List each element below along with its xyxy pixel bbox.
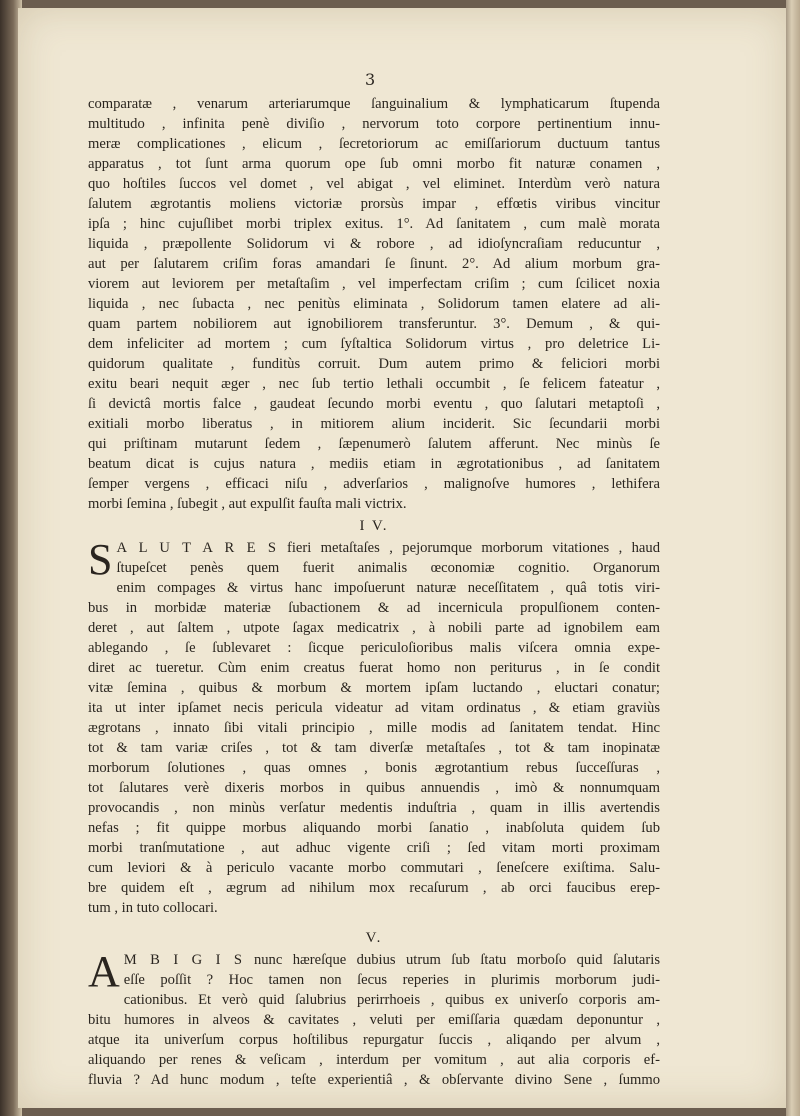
paragraph-line xyxy=(116,538,660,558)
paragraph-line: beatum dicat is cujus natura , mediis etiam in ægrotationibus , ad ſanitatem xyxy=(88,456,660,472)
paragraph-line: vitæ ſemina , quibus & morbum & mortem ipſam luctando , eluctari conatur; xyxy=(88,680,660,696)
paragraph-line: ipſa ; hinc cujuſlibet morbi triplex exitus. 1°. Ad ſanitatem , cum malè morata xyxy=(88,216,660,232)
paragraph-block xyxy=(88,94,660,514)
drop-cap-letter: S xyxy=(88,535,113,584)
section-heading-v: V. xyxy=(365,930,383,946)
paragraph-line: dem infeliciter ad mortem ; cum ſyſtaltica Solidorum virtus , pro deletrice Li- xyxy=(88,336,660,352)
page-number: 3 xyxy=(365,70,376,89)
paragraph-line: diret ac tueretur. Cùm enim creatus fuerat homo non periturus , in ſe condit xyxy=(88,660,660,676)
paragraph-line: tum , in tuto collocari. xyxy=(88,900,218,916)
paragraph-line: ſalutem ægrotantis moliens victoriæ prorsùs impar , effœtis viribus vincitur xyxy=(88,196,660,212)
line-text: nunc hæreſque dubius utrum ſub ſtatu morboſo quid ſalutaris xyxy=(243,952,660,968)
paragraph-line: bre quidem eſt , ægrum ad nihilum mox recaſurum , ab orci faucibus erep- xyxy=(88,880,660,896)
section-heading-iv: I V. xyxy=(359,518,389,534)
paragraph-line: liquida , præpollente Solidorum vi & robore , ad idioſyncraſiam reducuntur , xyxy=(88,236,660,252)
paragraph-line: meræ complicationes , elicum , ſecretoriorum ac emiſſariorum ductuum tantus xyxy=(88,136,660,152)
paragraph-line: multitudo , infinita penè diviſio , nervorum toto corpore pertinentium innu- xyxy=(88,116,660,132)
paragraph-line: qui priſtinam mutarunt ſedem , ſæpenumerò ſalutem afferunt. Nec minùs ſe xyxy=(88,436,660,452)
paragraph-line: deret , aut ſaltem , utpote ſagax medicatrix , à nobili parte ad ignobilem eam xyxy=(88,620,660,636)
paragraph-block xyxy=(88,535,660,918)
lead-words: A L U T A R E S xyxy=(116,540,278,556)
paragraph-line xyxy=(124,950,660,970)
paragraph-line: ægrotans , innato ſibi vitali principio , mille modis ad ſanitatem tendat. Hinc xyxy=(88,720,660,736)
paragraph-line: enim compages & virtus hanc impoſuerunt naturæ neceſſitatem , quâ totis viri- xyxy=(116,580,660,596)
paragraph-line: nefas ; fit quippe morbus aliquando morbi ſanatio , inabſoluta quidem ſub xyxy=(88,820,660,836)
paragraph-line: fluvia ? Ad hunc modum , teſte experientiâ , & obſervante divino Sene , ſummo xyxy=(88,1072,660,1088)
paragraph-line: morbi ſemina , ſubegit , aut expulſit fauſta mali victrix. xyxy=(88,496,407,512)
paragraph-line: cationibus. Et verò quid ſalubrius perirrhoeis , quibus ex univerſo corporis am- xyxy=(123,992,660,1008)
paragraph-line: aut per ſalutarem criſim foras amandari ſe ſinunt. 2°. Ad alium morbum gra- xyxy=(88,256,660,272)
paragraph-line: cum leviori & à periculo vacante morbo commutari , ſeneſcere exiſtima. Salu- xyxy=(88,860,660,876)
line-text: fieri metaſtaſes , pejorumque morborum vitationes , haud xyxy=(277,540,660,556)
paragraph-line: ablegando , ſe ſublevaret : ſicque periculoſioribus malis viſcera omnia expe- xyxy=(88,640,660,656)
paragraph-line: apparatus , tot ſunt arma quorum ope ſub omni morbo fit naturæ conamen , xyxy=(88,156,660,172)
paragraph-line: exitiali morbo liberatus , in mitiorem alium inciderit. Sic ſecundarii morbi xyxy=(88,416,660,432)
lead-words: M B I G I S xyxy=(123,952,244,968)
paragraph-line: tot ſalutares verè dixeris morbos in quibus annuendis , imò & nonnumquam xyxy=(88,780,660,796)
paragraph-line: quam partem nobiliorem aut ignobiliorem transferuntur. 3°. Demum , & qui- xyxy=(88,316,660,332)
paragraph-line: ſtupeſcet penès quem fuerit animalis œconomiæ cognitio. Organorum xyxy=(116,560,660,576)
paragraph-line: aliquando per renes & veſicam , interdum per vomitum , aut alia corporis ef- xyxy=(88,1052,660,1068)
paragraph-block xyxy=(88,947,660,1090)
paragraph-lines xyxy=(88,990,660,1090)
paragraph-line: liquida , nec ſubacta , nec penitùs eliminata , Solidorum tamen elatere ad ali- xyxy=(88,296,660,312)
paragraph-line: exitu beari nequit æger , nec ſub tertio lethali occumbit , ſe felicem fateatur , xyxy=(88,376,660,392)
paragraph-line: ſemper vergens , efficaci niſu , adverſarios , malignoſve humores , lethifera xyxy=(88,476,660,492)
paragraph-line: ſi devictâ mortis falce , gaudeat ſecundo morbi eventu , quo ſalutari metaptoſi , xyxy=(88,396,660,412)
paragraph-line: quo hoſtiles ſuccos vel domet , vel abigat , vel eliminet. Interdùm verò natura xyxy=(88,176,660,192)
paragraph-line: eſſe poſſit ? Hoc tamen non ſecus reperies in plurimis morborum judi- xyxy=(123,972,660,988)
paragraph-line: comparatæ , venarum arteriarumque ſanguinalium & lymphaticarum ſtupenda xyxy=(88,96,660,112)
paragraph-line: morborum ſolutiones , quas omnes , bonis ægrotantium rebus ſucceſſuras , xyxy=(88,760,660,776)
paragraph-line: provocandis , non minùs verſatur medentis induſtria , quam in illis avertendis xyxy=(88,800,660,816)
paragraph-line: morbi tranſmutatione , aut adhuc vigente criſi ; ſed vitam morti proximam xyxy=(88,840,660,856)
drop-cap-letter: A xyxy=(88,947,120,996)
paragraph-line: viorem aut leviorem per metaſtaſim , vel imperfectam criſim ; cum ſcilicet noxia xyxy=(88,276,660,292)
paragraph-line: ita ut inter ipſamet necis pericula videatur ad vitam ordinatus , & etiam graviùs xyxy=(88,700,660,716)
paragraph-line: tot & tam variæ criſes , tot & tam diverſæ metaſtaſes , tot & tam inopinatæ xyxy=(88,740,660,756)
page-edge-stack xyxy=(786,0,800,1116)
page-text xyxy=(88,94,660,1090)
spacer xyxy=(88,918,660,926)
paragraph-line: atque ita univerſum corpus hoſtilibus repurgatur ſuccis , aliqando per alvum , xyxy=(88,1032,660,1048)
paragraph-lines xyxy=(88,578,660,918)
paragraph-line: bitu humores in alveos & cavitates , veluti per emiſſaria quædam deponuntur , xyxy=(88,1012,660,1028)
paragraph-line: bus in morbidæ materiæ ſubactionem & ad incernicula propulſionem conten- xyxy=(88,600,660,616)
paragraph-line: quidorum qualitate , funditùs corruit. Dum autem primo & feliciori morbi xyxy=(88,356,660,372)
